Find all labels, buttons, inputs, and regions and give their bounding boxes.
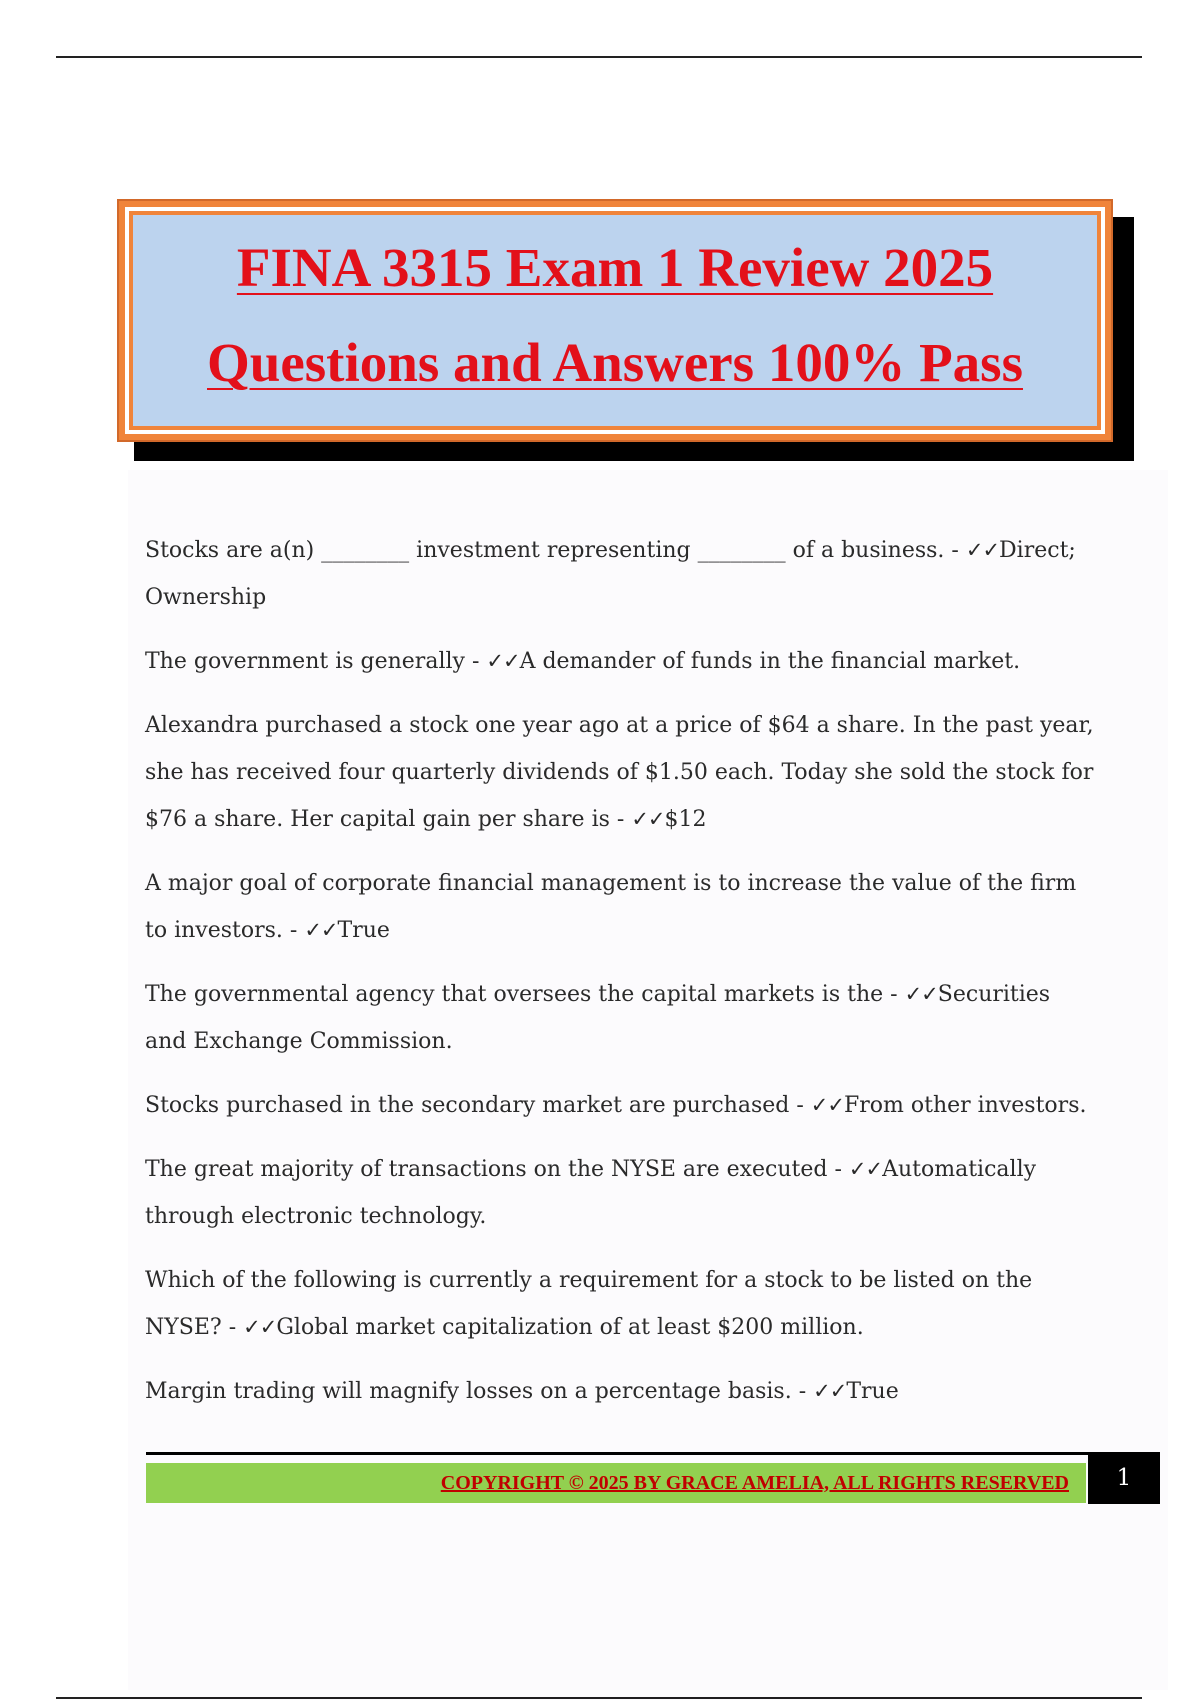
qa-item [145, 971, 1095, 1065]
question-text: The government is generally - [145, 649, 487, 674]
double-check-icon: ✓✓ [810, 1093, 844, 1117]
question-text: A major goal of corporate financial management is to increase the value of the firm to investors. - [145, 871, 1077, 943]
question-text: Stocks purchased in the secondary market are purchased - [145, 1093, 811, 1118]
answer-text: $12 [664, 807, 707, 832]
answer-text: From other investors. [843, 1093, 1087, 1118]
answer-text: A demander of funds in the financial market. [519, 649, 1021, 674]
qa-item [145, 702, 1095, 843]
footer-bar [146, 1463, 1086, 1503]
double-check-icon: ✓✓ [813, 1379, 847, 1403]
double-check-icon: ✓✓ [965, 538, 1000, 562]
copyright-notice: COPYRIGHT © 2025 BY GRACE AMELIA, ALL RIGHTS RESERVED [440, 1472, 1069, 1494]
page-number: 1 [1088, 1452, 1160, 1504]
answer-text: Direct; Ownership [145, 538, 1076, 610]
answer-text: True [337, 918, 390, 943]
qa-item [145, 638, 1095, 685]
top-rule [56, 56, 1142, 58]
answer-text: Automatically through electronic technology. [145, 1157, 1037, 1229]
qa-item [145, 1368, 1095, 1415]
question-text: Alexandra purchased a stock one year ago at a price of $64 a share. In the past year, she has received four quarterly dividends of $1.50 each. Today she sold the stock for $76 a share. Her capital gain per share is - [145, 713, 1094, 832]
bottom-rule [56, 1697, 1142, 1699]
qa-item [145, 1146, 1095, 1240]
question-text: Which of the following is currently a requirement for a stock to be listed on the NYSE? - [145, 1268, 1033, 1340]
qa-item [145, 1082, 1095, 1129]
qa-item [145, 527, 1095, 621]
answer-text: Securities and Exchange Commission. [145, 982, 1051, 1054]
document-title-line-2: Questions and Answers 100% Pass [207, 332, 1023, 393]
question-text: The great majority of transactions on the NYSE are executed - [145, 1157, 849, 1182]
answer-text: True [846, 1379, 899, 1404]
title-box [117, 199, 1113, 442]
double-check-icon: ✓✓ [304, 918, 338, 942]
question-text: Stocks are a(n) ________ investment representing ________ of a business. - [145, 538, 966, 563]
qa-item [145, 860, 1095, 954]
double-check-icon: ✓✓ [486, 649, 520, 673]
document-title-line-1: FINA 3315 Exam 1 Review 2025 [236, 237, 994, 298]
double-check-icon: ✓✓ [631, 807, 665, 831]
double-check-icon: ✓✓ [848, 1157, 883, 1181]
qa-list [145, 527, 1095, 1432]
qa-item [145, 1257, 1095, 1351]
double-check-icon: ✓✓ [904, 982, 938, 1006]
question-text: The governmental agency that oversees the capital markets is the - [145, 982, 905, 1007]
answer-text: Global market capitalization of at least $200 million. [276, 1315, 864, 1340]
footer-rule [146, 1452, 1160, 1455]
question-text: Margin trading will magnify losses on a percentage basis. - [145, 1379, 814, 1404]
double-check-icon: ✓✓ [243, 1315, 277, 1339]
